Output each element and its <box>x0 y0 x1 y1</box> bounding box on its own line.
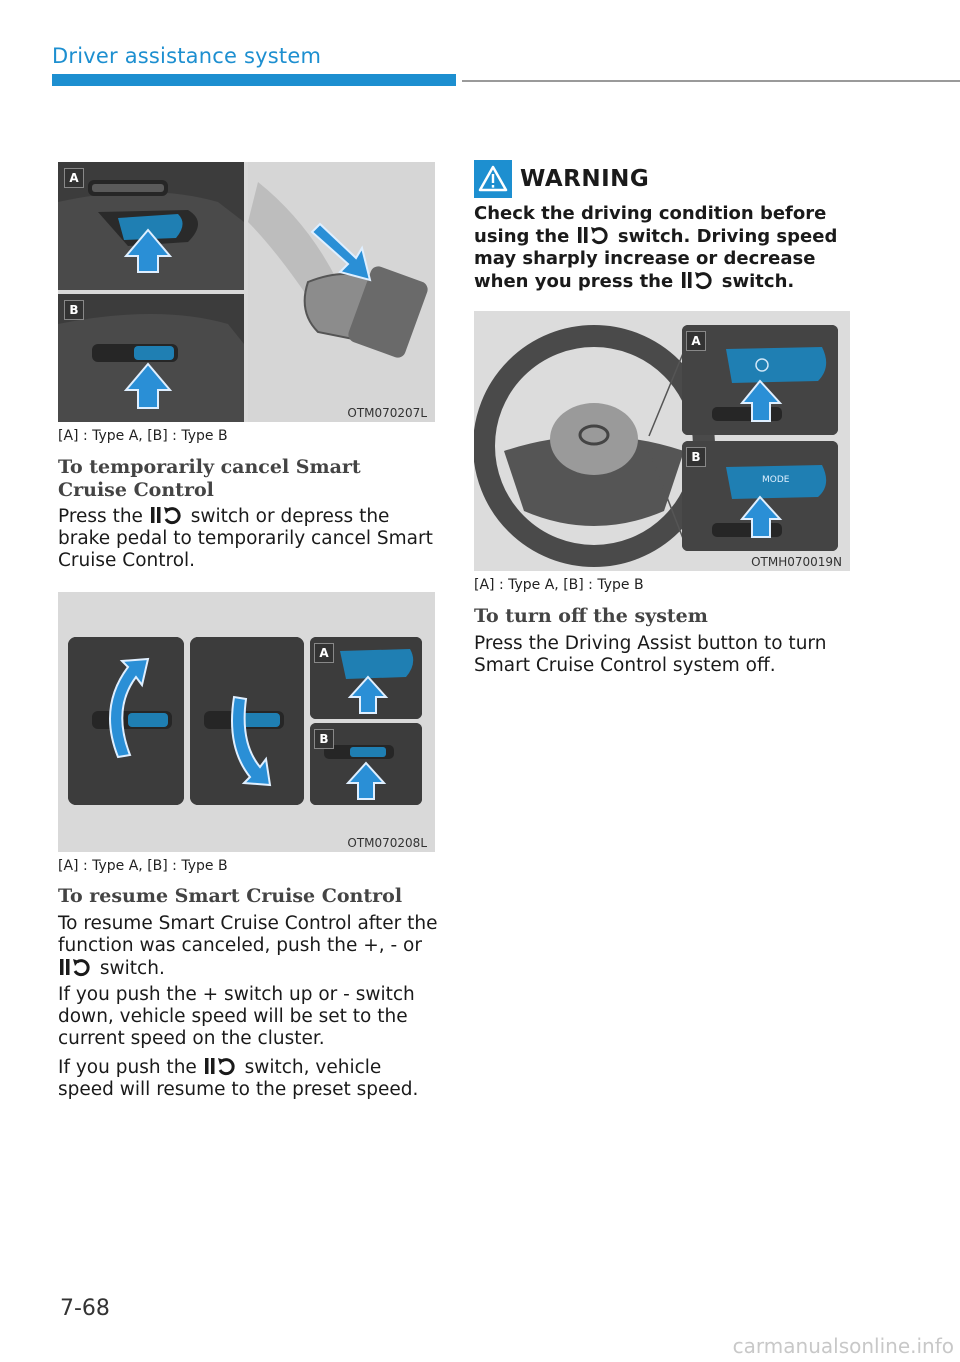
steering-switch-type-a-illustration <box>58 162 244 290</box>
warning-text-part: switch. <box>721 271 795 292</box>
cancel-resume-icon <box>576 225 612 245</box>
cancel-resume-icon <box>680 270 716 290</box>
panel-brake-pedal <box>248 162 435 422</box>
section-title: Driver assistance system <box>52 44 322 68</box>
paragraph-resume-2: If you push the + switch up or - switch down, vehicle speed will be set to the current speed on the cluster. <box>58 984 415 1049</box>
heading-resume: To resume Smart Cruise Control <box>58 885 403 907</box>
paragraph-text: switch. <box>99 958 165 979</box>
paragraph-cancel <box>58 505 438 572</box>
figure-code: OTM070208L <box>347 836 427 850</box>
paragraph-resume-1 <box>58 913 438 980</box>
watermark: carmanualsonline.info <box>732 1334 954 1358</box>
paragraph-text: If you push the <box>58 1057 197 1078</box>
figure-code: OTM070207L <box>347 406 427 420</box>
badge-a: A <box>64 168 84 188</box>
paragraph-text: To resume Smart Cruise Control after the function was canceled, push the +, - or <box>58 913 438 956</box>
warning-text <box>474 203 854 293</box>
heading-turn-off: To turn off the system <box>474 605 708 627</box>
steering-switch-type-b-illustration <box>58 294 244 422</box>
switch-push-up-illustration <box>68 637 184 805</box>
cancel-resume-icon <box>58 957 94 977</box>
header-accent-bar <box>52 74 456 86</box>
figure-caption: [A] : Type A, [B] : Type B <box>58 858 228 874</box>
figure-steering-wheel <box>474 311 850 571</box>
badge-a: A <box>314 643 334 663</box>
panel-type-b <box>682 441 838 551</box>
switch-push-down-illustration <box>190 637 304 805</box>
warning-badge <box>474 160 512 198</box>
cancel-resume-icon <box>149 505 185 525</box>
panel-push-up <box>68 637 184 805</box>
panel-type-a <box>310 637 422 719</box>
figure-cancel-switch <box>58 162 435 422</box>
paragraph-text: switch, vehicle speed will resume to the preset speed. <box>58 1057 419 1100</box>
warning-text-part: Check the driving condition before using the <box>474 203 827 247</box>
badge-b: B <box>64 300 84 320</box>
cancel-resume-icon <box>203 1056 239 1076</box>
heading-temporarily-cancel: To temporarily cancel Smart Cruise Control <box>58 456 361 501</box>
brake-pedal-illustration <box>248 162 435 422</box>
panel-type-b <box>58 294 244 422</box>
panel-type-b <box>310 723 422 805</box>
panel-push-down <box>190 637 304 805</box>
badge-b: B <box>314 729 334 749</box>
paragraph-text: switch or depress the brake pedal to temporarily cancel Smart Cruise Control. <box>58 506 433 571</box>
figure-caption: [A] : Type A, [B] : Type B <box>474 577 644 593</box>
header-divider <box>462 80 960 82</box>
mode-label: MODE <box>762 475 790 485</box>
figure-code: OTMH070019N <box>751 555 842 569</box>
panel-type-a <box>682 325 838 435</box>
badge-b: B <box>686 447 706 467</box>
paragraph-text: Press the <box>58 506 143 527</box>
panel-type-a <box>58 162 244 290</box>
figure-resume-switch <box>58 592 435 852</box>
warning-icon <box>474 160 512 198</box>
warning-text-part: switch. Driving speed may sharply increase or decrease when you press the <box>474 226 838 292</box>
warning-title: WARNING <box>520 166 650 192</box>
paragraph-resume-3 <box>58 1056 438 1101</box>
badge-a: A <box>686 331 706 351</box>
paragraph-turn-off: Press the Driving Assist button to turn Smart Cruise Control system off. <box>474 633 827 676</box>
figure-caption: [A] : Type A, [B] : Type B <box>58 428 228 444</box>
page-number: 7-68 <box>60 1296 110 1321</box>
